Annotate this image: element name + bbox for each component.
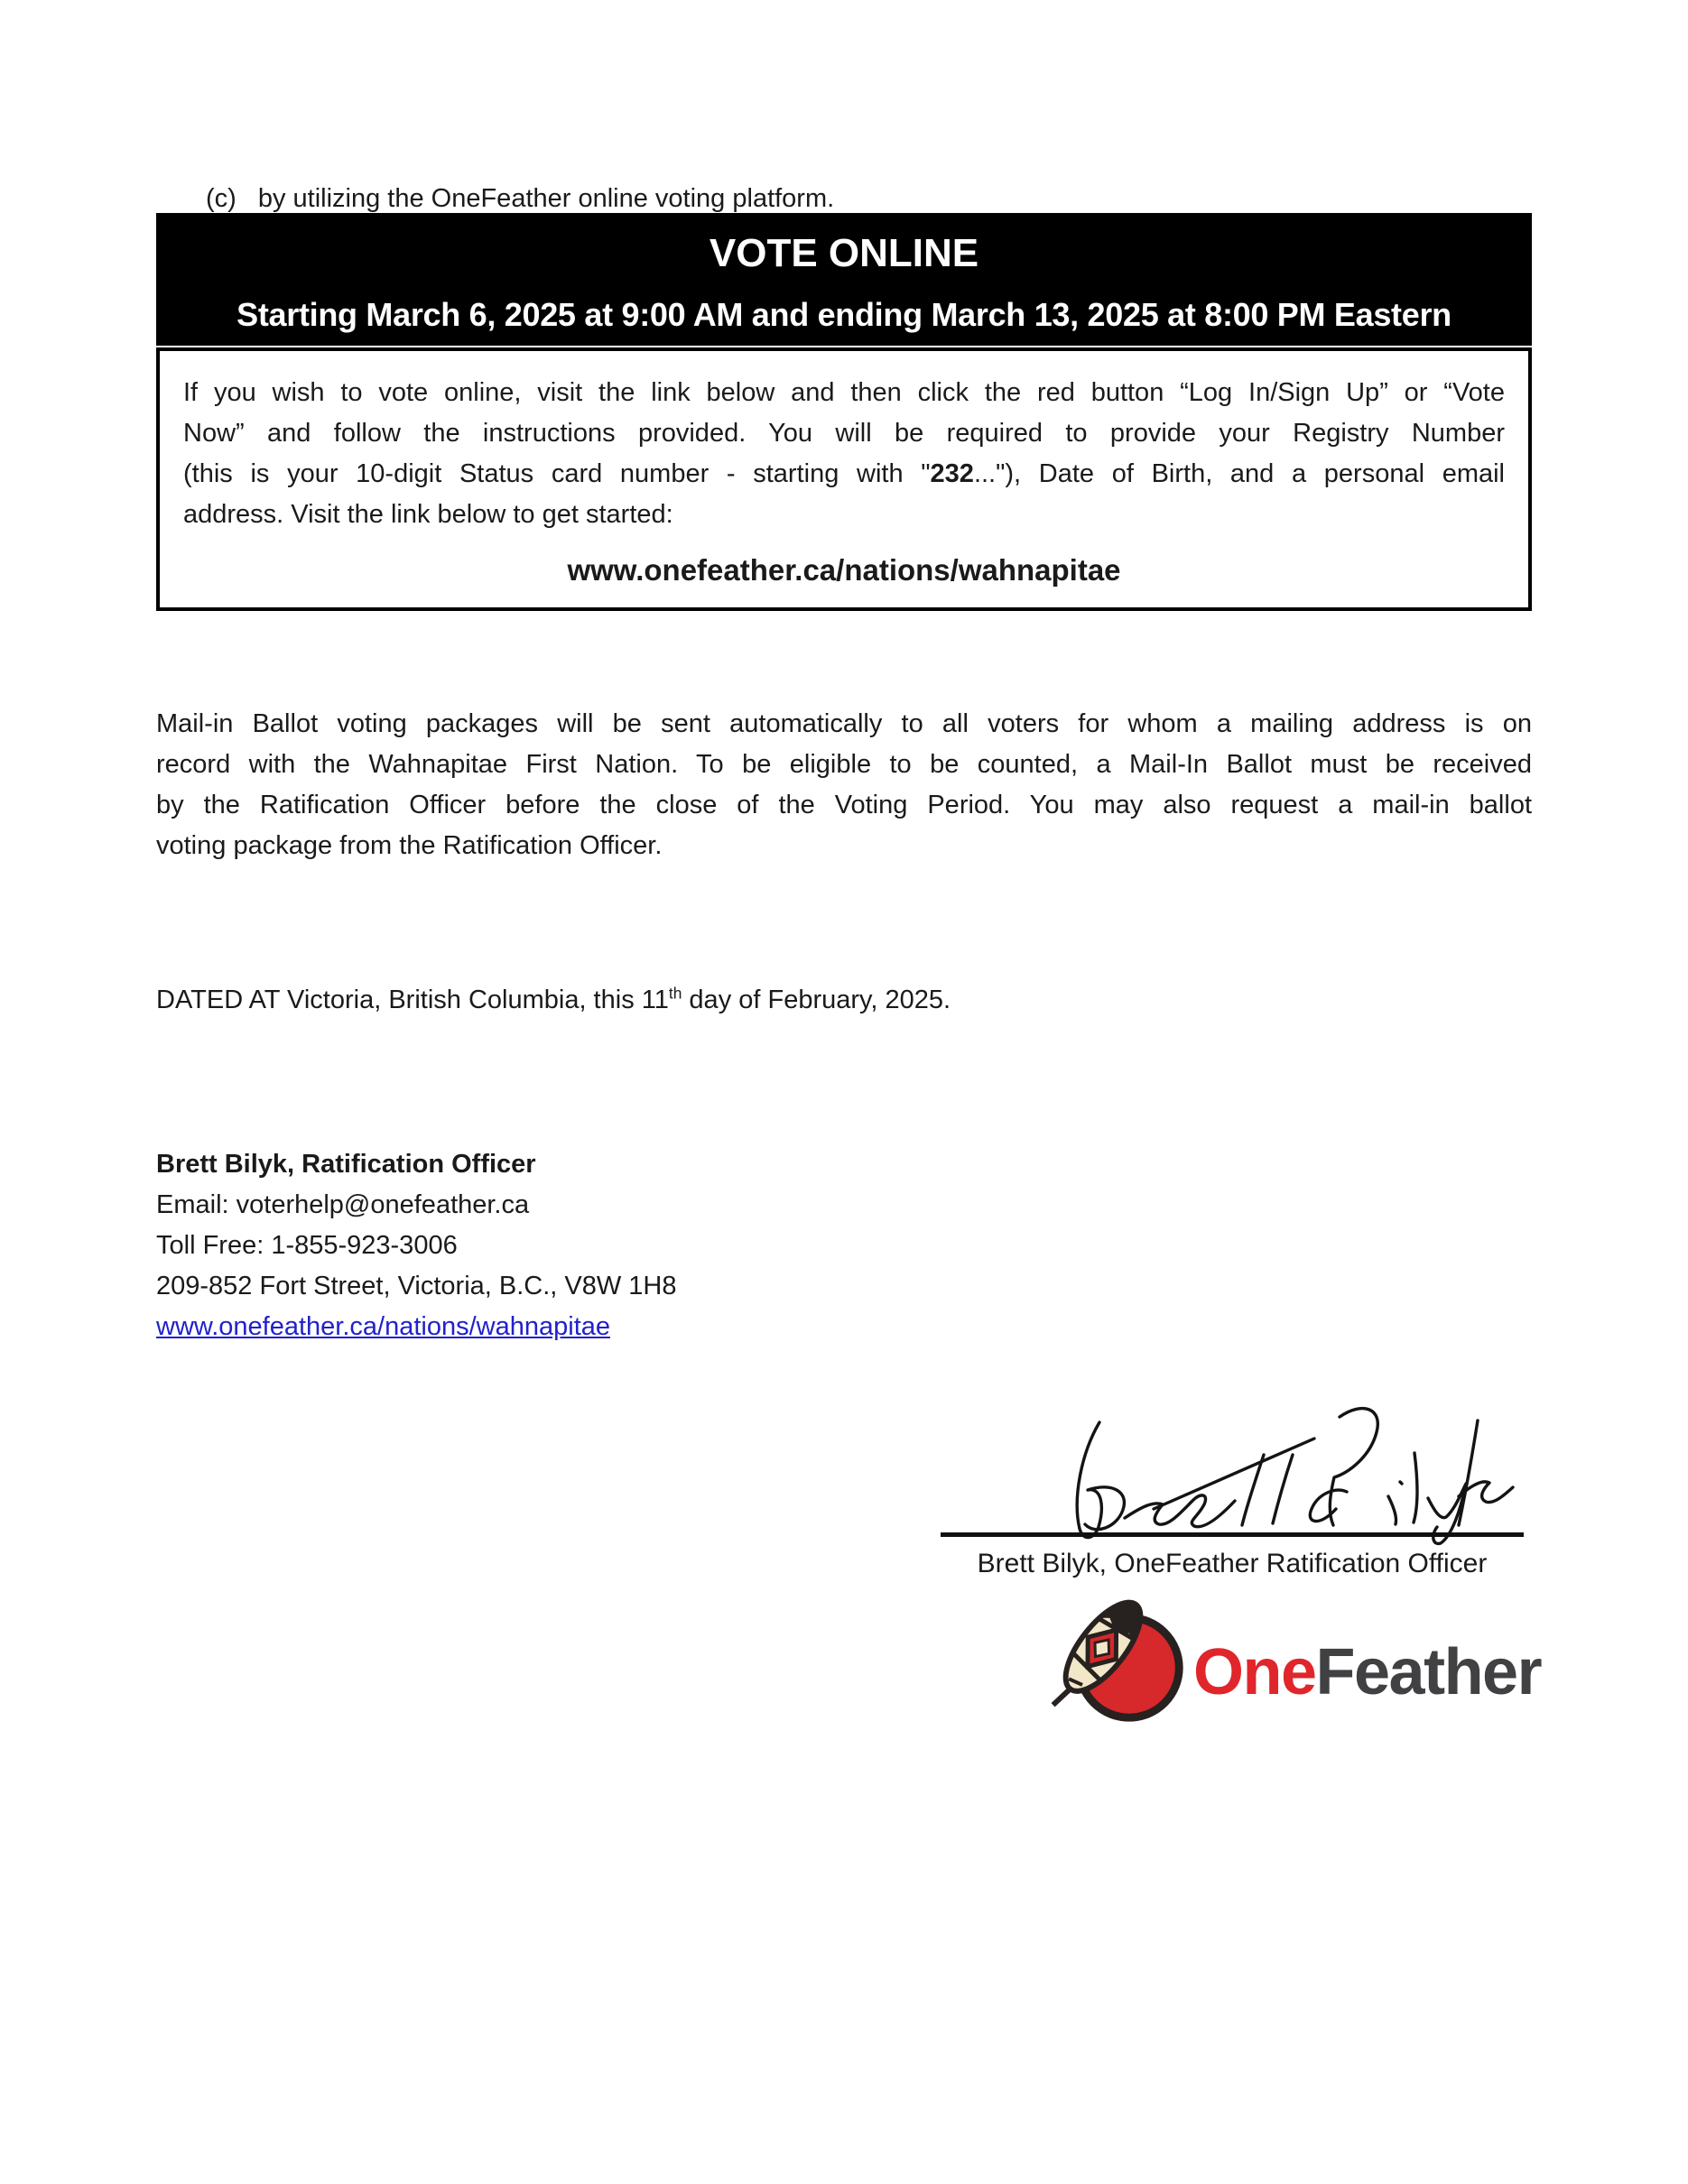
onefeather-wordmark [1193,1635,1541,1709]
contact-name: Brett Bilyk, Ratification Officer [156,1150,536,1179]
vote-online-banner [156,213,1532,346]
box-paragraph-line [183,454,1505,495]
banner-subtitle: Starting March 6, 2025 at 9:00 AM and ending March 13, 2025 at 8:00 PM Eastern [237,296,1451,333]
dated-line [156,980,951,1021]
box-paragraph-line: Now” and follow the instructions provided. You will be required to provide your Registry Number [183,419,1505,448]
contact-phone: Toll Free: 1-855-923-3006 [156,1231,458,1260]
contact-block [156,1144,677,1347]
signature-caption: Brett Bilyk, OneFeather Ratification Officer [977,1549,1488,1578]
list-item-label: (c) [206,184,237,213]
wordmark-one: One [1193,1636,1316,1708]
box-line3-post: ..."), Date of Birth, and a personal email [973,459,1505,488]
box-paragraph-line: address. Visit the link below to get started: [183,500,673,529]
voting-url[interactable]: www.onefeather.ca/nations/wahnapitae [567,553,1121,587]
contact-website-link[interactable]: www.onefeather.ca/nations/wahnapitae [156,1312,611,1341]
signature-handwriting [1009,1401,1551,1552]
mailin-line: Mail-in Ballot voting packages will be sent automatically to all voters for whom a mailing address is on [156,709,1532,738]
mailin-paragraph [156,704,1532,866]
list-item-text: by utilizing the OneFeather online voting platform. [257,184,835,213]
box-paragraph-line: If you wish to vote online, visit the link below and then click the red button “Log In/Sign Up” or “Vote [183,378,1505,407]
contact-email: Email: voterhelp@onefeather.ca [156,1190,530,1219]
box-line3-registry-prefix: 232 [930,459,974,488]
wordmark-feather: Feather [1315,1636,1542,1708]
box-line3-pre: (this is your 10-digit Status card number - starting with " [183,459,931,488]
mailin-line: by the Ratification Officer before the close of the Voting Period. You may also request a mail-in ballot [156,791,1532,819]
dated-post: day of February, 2025. [682,986,951,1014]
mailin-line: record with the Wahnapitae First Nation. To be eligible to be counted, a Mail-In Ballot must be received [156,750,1532,779]
onefeather-logo-icon [1045,1581,1197,1733]
dated-pre: DATED AT Victoria, British Columbia, this 11 [156,986,669,1014]
contact-address: 209-852 Fort Street, Victoria, B.C., V8W 1H8 [156,1272,677,1300]
banner-title: VOTE ONLINE [709,231,979,275]
dated-ordinal-suffix: th [668,984,682,1003]
online-voting-box [156,347,1532,611]
mailin-line: voting package from the Ratification Officer. [156,831,663,860]
signature-line [941,1532,1524,1537]
